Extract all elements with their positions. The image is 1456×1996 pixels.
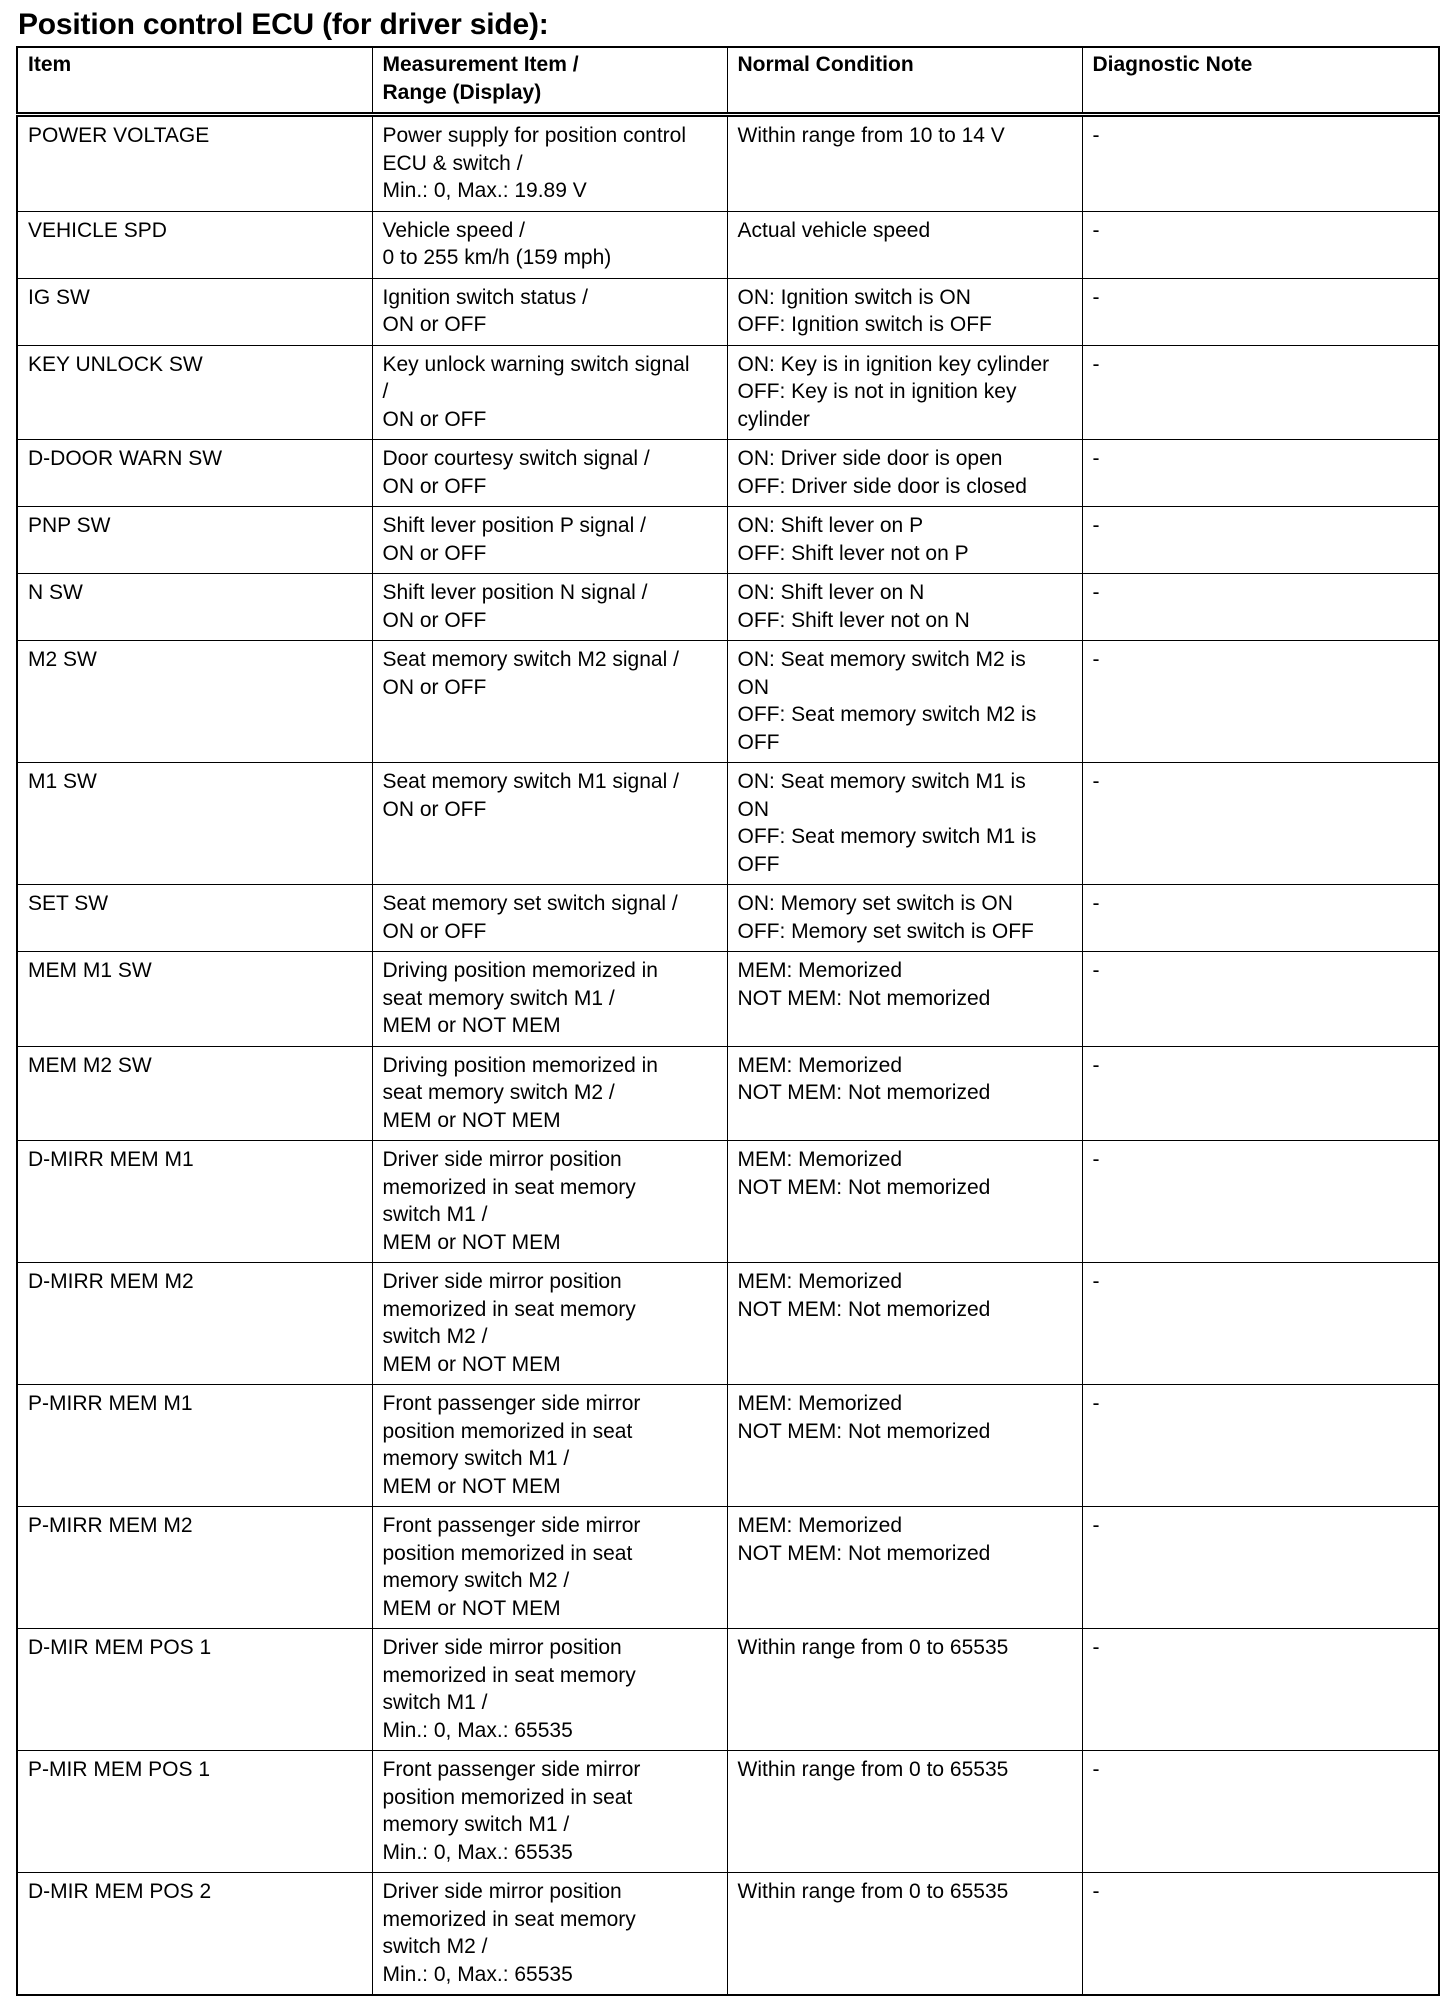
cell-item: MEM M1 SW [17, 952, 372, 1047]
cell-measurement-line: Power supply for position control [382, 124, 686, 147]
cell-measurement [372, 1263, 727, 1385]
cell-condition-line: MEM: Memorized [737, 959, 903, 982]
cell-measurement [372, 345, 727, 440]
table-body [17, 115, 1439, 1996]
cell-measurement-line: ON or OFF [382, 919, 487, 943]
cell-item: D-MIR MEM POS 2 [17, 1873, 372, 1996]
cell-condition-line: ON: Ignition switch is ON [737, 285, 971, 309]
cell-condition-line: MEM: Memorized [737, 1053, 903, 1077]
cell-diagnostic-note: - [1082, 1385, 1439, 1507]
cell-condition [727, 1263, 1082, 1385]
cell-condition [727, 115, 1082, 212]
cell-diagnostic-note: - [1082, 440, 1439, 507]
cell-condition-line: ON: Seat memory switch M1 is [737, 770, 1026, 793]
cell-condition [727, 1046, 1082, 1141]
cell-measurement [372, 1873, 727, 1996]
cell-condition-line: NOT MEM: Not memorized [737, 986, 991, 1010]
cell-measurement [372, 278, 727, 345]
cell-item: SET SW [17, 885, 372, 952]
cell-condition [727, 1629, 1082, 1751]
cell-measurement-line: Front passenger side mirror [382, 1758, 641, 1781]
cell-condition-line: ON: Key is in ignition key cylinder [737, 352, 1050, 376]
header-condition: Normal Condition [727, 47, 1082, 115]
cell-condition [727, 1751, 1082, 1873]
cell-item: M1 SW [17, 763, 372, 885]
table-row [17, 574, 1439, 641]
cell-measurement-line: switch M1 / [382, 1203, 488, 1226]
cell-condition-line: Within range from 0 to 65535 [737, 1880, 1009, 1903]
cell-measurement [372, 211, 727, 278]
cell-measurement-line: memorized in seat memory [382, 1297, 636, 1321]
cell-measurement-line: Front passenger side mirror [382, 1392, 641, 1415]
cell-measurement-line: Shift lever position N signal / [382, 581, 648, 604]
cell-diagnostic-note: - [1082, 211, 1439, 278]
cell-measurement-line: Front passenger side mirror [382, 1514, 641, 1537]
cell-measurement-line: Seat memory switch M1 signal / [382, 770, 679, 793]
cell-diagnostic-note: - [1082, 1046, 1439, 1141]
cell-condition-line: OFF: Shift lever not on P [737, 541, 969, 565]
cell-condition [727, 1873, 1082, 1996]
table-row [17, 345, 1439, 440]
table-row [17, 507, 1439, 574]
cell-measurement-line: position memorized in seat [382, 1541, 633, 1565]
table-row [17, 1385, 1439, 1507]
cell-measurement-line: Driver side mirror position [382, 1880, 622, 1903]
cell-item: P-MIRR MEM M2 [17, 1507, 372, 1629]
cell-condition-line: ON [737, 675, 769, 699]
cell-measurement-line: Shift lever position P signal / [382, 514, 646, 537]
cell-condition-line: ON: Shift lever on P [737, 514, 924, 537]
cell-condition [727, 763, 1082, 885]
cell-diagnostic-note: - [1082, 115, 1439, 212]
cell-measurement-line: memory switch M2 / [382, 1569, 570, 1592]
cell-measurement-line: Driver side mirror position [382, 1148, 622, 1171]
cell-item: PNP SW [17, 507, 372, 574]
cell-measurement-line: switch M1 / [382, 1691, 488, 1714]
cell-item: KEY UNLOCK SW [17, 345, 372, 440]
data-table [16, 46, 1440, 1996]
cell-measurement [372, 1046, 727, 1141]
cell-measurement [372, 1751, 727, 1873]
cell-measurement [372, 440, 727, 507]
cell-condition-line: ON: Memory set switch is ON [737, 892, 1013, 915]
cell-condition [727, 574, 1082, 641]
cell-condition-line: Within range from 0 to 65535 [737, 1758, 1009, 1781]
cell-condition-line: Within range from 10 to 14 V [737, 124, 1005, 147]
cell-diagnostic-note: - [1082, 345, 1439, 440]
table-row [17, 115, 1439, 212]
cell-measurement [372, 1507, 727, 1629]
cell-measurement [372, 1141, 727, 1263]
cell-condition-line: Actual vehicle speed [737, 218, 931, 242]
cell-diagnostic-note: - [1082, 1263, 1439, 1385]
cell-condition-line: ON: Seat memory switch M2 is [737, 648, 1026, 671]
cell-item: M2 SW [17, 641, 372, 763]
cell-condition-line: NOT MEM: Not memorized [737, 1541, 991, 1565]
cell-measurement-line: MEM or NOT MEM [382, 1352, 561, 1376]
cell-item: D-MIRR MEM M1 [17, 1141, 372, 1263]
cell-condition-line: MEM: Memorized [737, 1270, 903, 1293]
cell-condition [727, 1141, 1082, 1263]
cell-measurement-line: Driver side mirror position [382, 1270, 622, 1293]
cell-diagnostic-note: - [1082, 1873, 1439, 1996]
cell-measurement-line: MEM or NOT MEM [382, 1474, 561, 1498]
cell-condition [727, 440, 1082, 507]
header-note: Diagnostic Note [1082, 47, 1439, 115]
cell-measurement-line: seat memory switch M1 / [382, 986, 615, 1010]
cell-condition-line: OFF: Seat memory switch M1 is [737, 825, 1037, 848]
cell-condition-line: NOT MEM: Not memorized [737, 1081, 991, 1104]
cell-measurement-line: Vehicle speed / [382, 218, 525, 242]
cell-item: IG SW [17, 278, 372, 345]
cell-measurement-line: position memorized in seat [382, 1785, 633, 1809]
cell-measurement-line: Ignition switch status / [382, 285, 588, 309]
cell-item: D-MIRR MEM M2 [17, 1263, 372, 1385]
cell-measurement-line: Key unlock warning switch signal [382, 352, 690, 376]
cell-condition-line: OFF: Shift lever not on N [737, 608, 970, 632]
table-row [17, 278, 1439, 345]
cell-measurement-line: Min.: 0, Max.: 65535 [382, 1962, 573, 1986]
cell-measurement-line: memory switch M1 / [382, 1813, 570, 1836]
cell-condition [727, 507, 1082, 574]
cell-condition [727, 345, 1082, 440]
cell-condition-line: ON: Shift lever on N [737, 581, 925, 604]
cell-measurement [372, 1629, 727, 1751]
table-row [17, 885, 1439, 952]
cell-condition-line: ON: Driver side door is open [737, 447, 1003, 470]
cell-condition-line: MEM: Memorized [737, 1392, 903, 1415]
cell-measurement-line: / [382, 380, 389, 403]
cell-condition [727, 641, 1082, 763]
cell-measurement-line: memorized in seat memory [382, 1907, 636, 1931]
cell-condition-line: OFF [737, 730, 780, 754]
cell-diagnostic-note: - [1082, 763, 1439, 885]
cell-diagnostic-note: - [1082, 1629, 1439, 1751]
cell-measurement-line: switch M2 / [382, 1935, 488, 1958]
table-header-row [17, 47, 1439, 115]
cell-condition-line: NOT MEM: Not memorized [737, 1419, 991, 1443]
cell-item: D-DOOR WARN SW [17, 440, 372, 507]
cell-measurement-line: Driving position memorized in [382, 1053, 658, 1077]
cell-condition-line: OFF: Memory set switch is OFF [737, 919, 1034, 943]
header-item: Item [17, 47, 372, 115]
cell-measurement-line: MEM or NOT MEM [382, 1596, 561, 1620]
cell-measurement-line: ECU & switch / [382, 151, 523, 175]
cell-measurement-line: Door courtesy switch signal / [382, 447, 650, 470]
table-row [17, 1046, 1439, 1141]
cell-measurement-line: Min.: 0, Max.: 65535 [382, 1840, 573, 1864]
cell-condition [727, 278, 1082, 345]
cell-measurement-line: Min.: 0, Max.: 65535 [382, 1718, 573, 1742]
cell-condition-line: MEM: Memorized [737, 1148, 903, 1171]
header-measurement: Measurement Item / Range (Display) [372, 47, 727, 115]
cell-condition [727, 211, 1082, 278]
cell-condition-line: cylinder [737, 407, 810, 431]
cell-measurement-line: memorized in seat memory [382, 1663, 636, 1687]
cell-condition-line: OFF: Driver side door is closed [737, 474, 1027, 498]
cell-measurement-line: ON or OFF [382, 541, 487, 565]
table-row [17, 1141, 1439, 1263]
cell-measurement-line: MEM or NOT MEM [382, 1108, 561, 1132]
cell-item: N SW [17, 574, 372, 641]
cell-condition [727, 1385, 1082, 1507]
table-row [17, 1263, 1439, 1385]
cell-measurement [372, 641, 727, 763]
cell-condition [727, 1507, 1082, 1629]
cell-measurement-line: Seat memory set switch signal / [382, 892, 678, 915]
cell-diagnostic-note: - [1082, 574, 1439, 641]
cell-condition-line: NOT MEM: Not memorized [737, 1297, 991, 1321]
table-row [17, 1507, 1439, 1629]
cell-item: MEM M2 SW [17, 1046, 372, 1141]
cell-measurement [372, 763, 727, 885]
cell-measurement-line: Driver side mirror position [382, 1636, 622, 1659]
table-row [17, 440, 1439, 507]
table-row [17, 641, 1439, 763]
cell-item: P-MIR MEM POS 1 [17, 1751, 372, 1873]
cell-condition [727, 885, 1082, 952]
page-title: Position control ECU (for driver side): [18, 8, 549, 41]
table-row [17, 1629, 1439, 1751]
cell-diagnostic-note: - [1082, 641, 1439, 763]
cell-measurement [372, 115, 727, 212]
cell-diagnostic-note: - [1082, 1751, 1439, 1873]
cell-diagnostic-note: - [1082, 278, 1439, 345]
table-row [17, 211, 1439, 278]
cell-measurement-line: memorized in seat memory [382, 1175, 636, 1199]
cell-measurement-line: Seat memory switch M2 signal / [382, 648, 679, 671]
table-row [17, 763, 1439, 885]
cell-measurement-line: MEM or NOT MEM [382, 1230, 561, 1254]
cell-diagnostic-note: - [1082, 507, 1439, 574]
cell-measurement-line: ON or OFF [382, 797, 487, 821]
cell-condition-line: Within range from 0 to 65535 [737, 1636, 1009, 1659]
cell-item: P-MIRR MEM M1 [17, 1385, 372, 1507]
table-row [17, 1751, 1439, 1873]
cell-condition-line: OFF: Ignition switch is OFF [737, 313, 992, 336]
cell-diagnostic-note: - [1082, 1141, 1439, 1263]
cell-measurement-line: 0 to 255 km/h (159 mph) [382, 246, 612, 269]
cell-measurement-line: ON or OFF [382, 474, 487, 498]
cell-measurement-line: Min.: 0, Max.: 19.89 V [382, 179, 587, 202]
cell-item: D-MIR MEM POS 1 [17, 1629, 372, 1751]
cell-item: VEHICLE SPD [17, 211, 372, 278]
cell-measurement [372, 507, 727, 574]
cell-measurement-line: ON or OFF [382, 608, 487, 632]
cell-measurement-line: memory switch M1 / [382, 1447, 570, 1470]
cell-measurement-line: ON or OFF [382, 675, 487, 699]
cell-condition-line: ON [737, 797, 769, 821]
cell-condition-line: MEM: Memorized [737, 1514, 903, 1537]
cell-diagnostic-note: - [1082, 885, 1439, 952]
cell-measurement [372, 885, 727, 952]
cell-measurement-line: ON or OFF [382, 313, 487, 336]
table-row [17, 1873, 1439, 1996]
cell-measurement-line: ON or OFF [382, 407, 487, 431]
cell-measurement [372, 574, 727, 641]
cell-condition-line: OFF: Key is not in ignition key [737, 380, 1017, 403]
cell-measurement-line: MEM or NOT MEM [382, 1014, 561, 1037]
cell-item: POWER VOLTAGE [17, 115, 372, 212]
cell-condition-line: NOT MEM: Not memorized [737, 1175, 991, 1199]
cell-measurement-line: seat memory switch M2 / [382, 1081, 615, 1104]
table-row [17, 952, 1439, 1047]
cell-measurement-line: position memorized in seat [382, 1419, 633, 1443]
cell-condition-line: OFF [737, 852, 780, 876]
cell-measurement-line: Driving position memorized in [382, 959, 658, 982]
cell-diagnostic-note: - [1082, 1507, 1439, 1629]
cell-diagnostic-note: - [1082, 952, 1439, 1047]
cell-measurement [372, 952, 727, 1047]
cell-measurement [372, 1385, 727, 1507]
cell-measurement-line: switch M2 / [382, 1325, 488, 1348]
cell-condition [727, 952, 1082, 1047]
cell-condition-line: OFF: Seat memory switch M2 is [737, 703, 1037, 726]
